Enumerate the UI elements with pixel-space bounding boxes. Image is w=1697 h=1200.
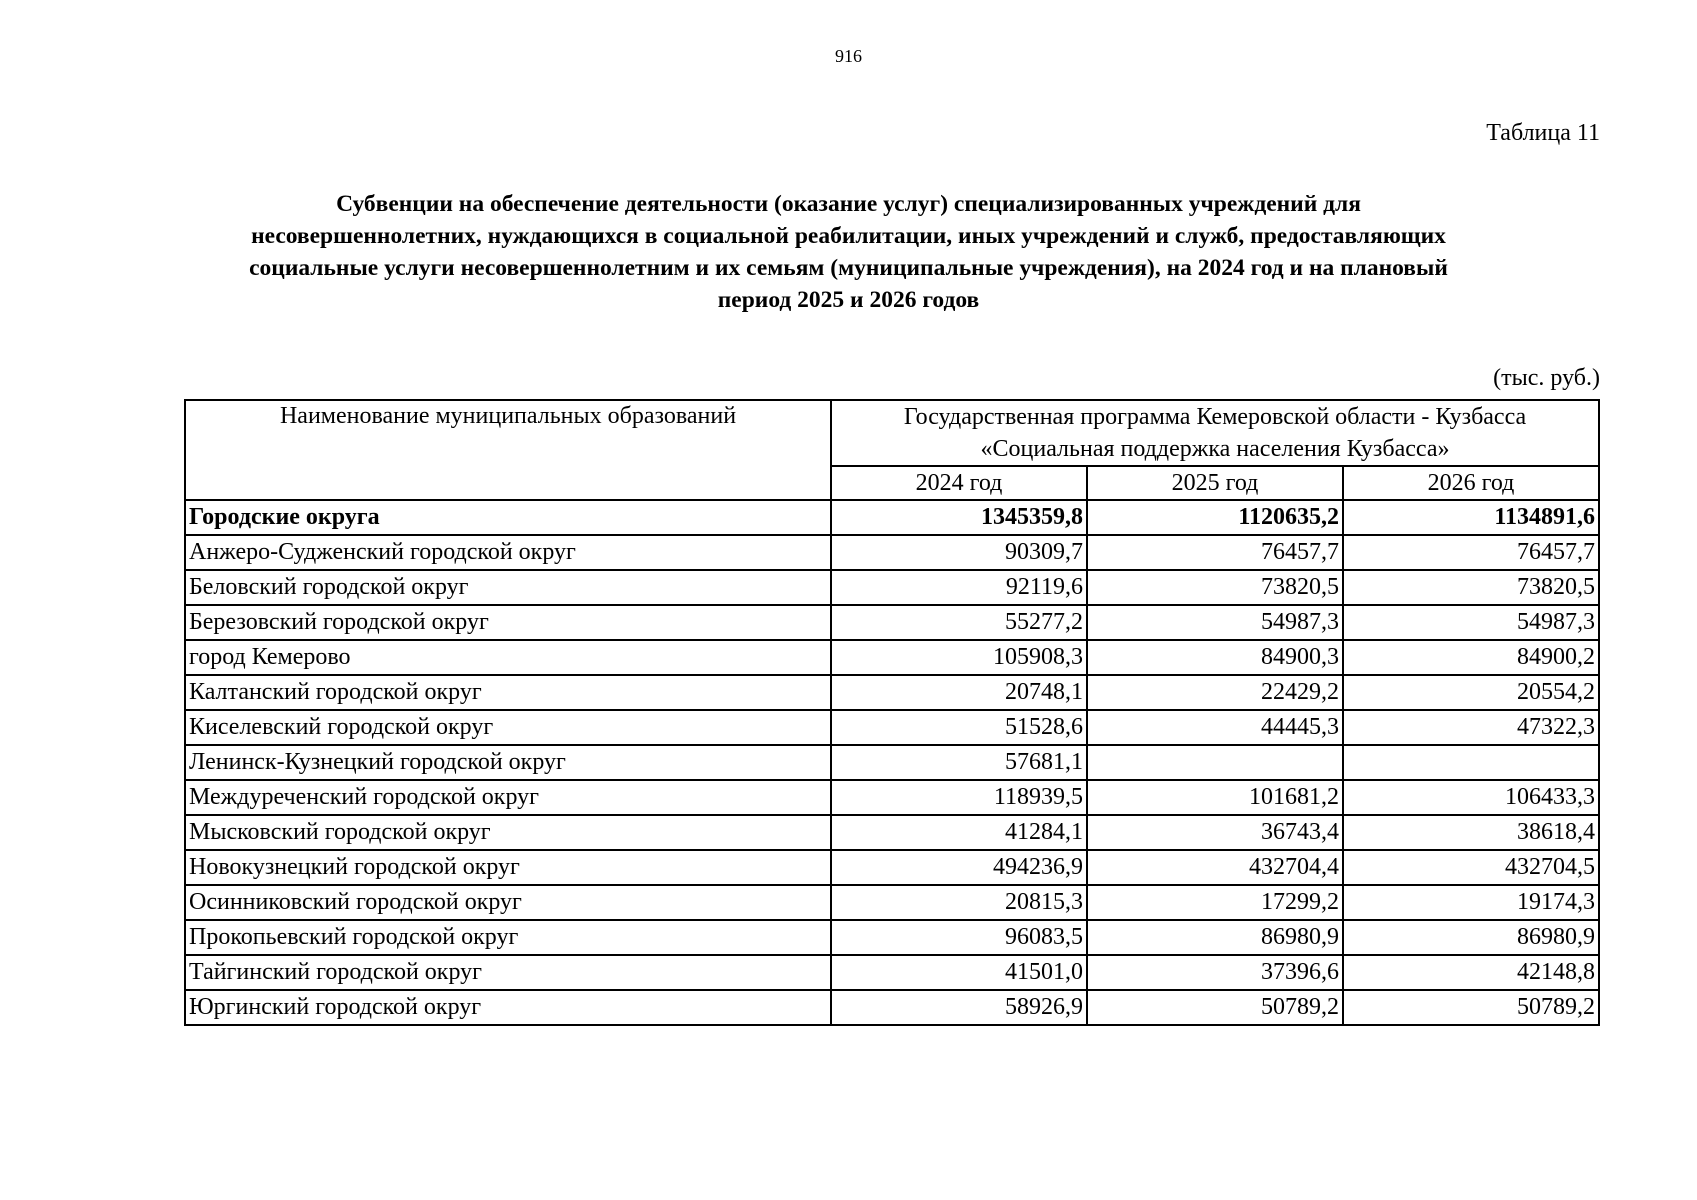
table-label: Таблица 11 — [1486, 120, 1600, 146]
cell-value-2025: 86980,9 — [1087, 920, 1343, 955]
cell-value-2025: 54987,3 — [1087, 605, 1343, 640]
cell-municipality-name: Юргинский городской округ — [185, 990, 831, 1025]
cell-value-2025: 432704,4 — [1087, 850, 1343, 885]
cell-value-2026: 73820,5 — [1343, 570, 1599, 605]
cell-value-2024: 90309,7 — [831, 535, 1087, 570]
table-row — [185, 570, 1599, 605]
cell-value-2026: 1134891,6 — [1343, 500, 1599, 535]
header-year-2026: 2026 год — [1343, 466, 1599, 500]
header-program-line: «Социальная поддержка населения Кузбасса» — [980, 436, 1450, 462]
page-number: 916 — [835, 46, 862, 66]
cell-value-2024: 58926,9 — [831, 990, 1087, 1025]
cell-value-2026 — [1343, 745, 1599, 780]
cell-value-2026: 50789,2 — [1343, 990, 1599, 1025]
cell-value-2024: 20815,3 — [831, 885, 1087, 920]
cell-value-2025: 101681,2 — [1087, 780, 1343, 815]
cell-value-2025: 22429,2 — [1087, 675, 1343, 710]
header-municipality-name: Наименование муниципальных образований — [185, 400, 831, 500]
table-row — [185, 745, 1599, 780]
cell-municipality-name: Ленинск-Кузнецкий городской округ — [185, 745, 831, 780]
table-row — [185, 990, 1599, 1025]
header-year-2024: 2024 год — [831, 466, 1087, 500]
table-body — [185, 500, 1599, 1025]
cell-municipality-name: город Кемерово — [185, 640, 831, 675]
title-line: несовершеннолетних, нуждающихся в социальной реабилитации, иных учреждений и служб, предоставляющих — [251, 223, 1446, 249]
cell-value-2026: 20554,2 — [1343, 675, 1599, 710]
cell-value-2024: 20748,1 — [831, 675, 1087, 710]
cell-municipality-name: Тайгинский городской округ — [185, 955, 831, 990]
cell-value-2024: 105908,3 — [831, 640, 1087, 675]
header-program-line: Государственная программа Кемеровской области - Кузбасса — [903, 404, 1527, 430]
cell-value-2026: 47322,3 — [1343, 710, 1599, 745]
subventions-table — [184, 399, 1600, 1026]
cell-municipality-name: Прокопьевский городской округ — [185, 920, 831, 955]
cell-value-2024: 41501,0 — [831, 955, 1087, 990]
title-line: Субвенции на обеспечение деятельности (оказание услуг) специализированных учреждений для — [336, 191, 1361, 217]
cell-value-2025: 37396,6 — [1087, 955, 1343, 990]
cell-value-2026: 106433,3 — [1343, 780, 1599, 815]
header-year-2025: 2025 год — [1087, 466, 1343, 500]
table-row — [185, 535, 1599, 570]
title-line: период 2025 и 2026 годов — [717, 287, 980, 313]
cell-value-2024: 118939,5 — [831, 780, 1087, 815]
cell-value-2025: 73820,5 — [1087, 570, 1343, 605]
cell-value-2026: 86980,9 — [1343, 920, 1599, 955]
cell-value-2024: 51528,6 — [831, 710, 1087, 745]
cell-value-2025: 84900,3 — [1087, 640, 1343, 675]
cell-municipality-name: Киселевский городской округ — [185, 710, 831, 745]
cell-municipality-name: Калтанский городской округ — [185, 675, 831, 710]
units-label: (тыс. руб.) — [1493, 365, 1600, 391]
cell-value-2026: 76457,7 — [1343, 535, 1599, 570]
cell-value-2026: 42148,8 — [1343, 955, 1599, 990]
cell-value-2025: 1120635,2 — [1087, 500, 1343, 535]
cell-value-2025: 76457,7 — [1087, 535, 1343, 570]
table-row — [185, 955, 1599, 990]
cell-municipality-name: Осинниковский городской округ — [185, 885, 831, 920]
cell-value-2024: 96083,5 — [831, 920, 1087, 955]
cell-value-2024: 92119,6 — [831, 570, 1087, 605]
cell-municipality-name: Мысковский городской округ — [185, 815, 831, 850]
cell-municipality-name: Анжеро-Судженский городской округ — [185, 535, 831, 570]
table-row — [185, 920, 1599, 955]
cell-value-2026: 432704,5 — [1343, 850, 1599, 885]
table-row — [185, 885, 1599, 920]
cell-value-2025: 36743,4 — [1087, 815, 1343, 850]
cell-value-2026: 84900,2 — [1343, 640, 1599, 675]
table-row — [185, 850, 1599, 885]
cell-value-2026: 19174,3 — [1343, 885, 1599, 920]
table-row — [185, 815, 1599, 850]
header-program — [831, 400, 1599, 466]
cell-value-2025: 44445,3 — [1087, 710, 1343, 745]
document-title — [200, 188, 1497, 316]
cell-value-2024: 57681,1 — [831, 745, 1087, 780]
cell-value-2024: 494236,9 — [831, 850, 1087, 885]
title-line: социальные услуги несовершеннолетним и их семьям (муниципальные учреждения), на 2024 год и на плановый — [249, 255, 1448, 281]
cell-municipality-name: Беловский городской округ — [185, 570, 831, 605]
cell-value-2025: 17299,2 — [1087, 885, 1343, 920]
cell-value-2024: 1345359,8 — [831, 500, 1087, 535]
cell-municipality-name: Березовский городской округ — [185, 605, 831, 640]
table-row — [185, 640, 1599, 675]
cell-municipality-name: Новокузнецкий городской округ — [185, 850, 831, 885]
table-row — [185, 675, 1599, 710]
table-row — [185, 605, 1599, 640]
cell-value-2026: 38618,4 — [1343, 815, 1599, 850]
table-row — [185, 780, 1599, 815]
cell-municipality-name: Междуреченский городской округ — [185, 780, 831, 815]
table-row-total — [185, 500, 1599, 535]
cell-value-2024: 41284,1 — [831, 815, 1087, 850]
table-row — [185, 710, 1599, 745]
cell-value-2024: 55277,2 — [831, 605, 1087, 640]
cell-value-2025 — [1087, 745, 1343, 780]
cell-value-2026: 54987,3 — [1343, 605, 1599, 640]
cell-value-2025: 50789,2 — [1087, 990, 1343, 1025]
cell-municipality-name: Городские округа — [185, 500, 831, 535]
